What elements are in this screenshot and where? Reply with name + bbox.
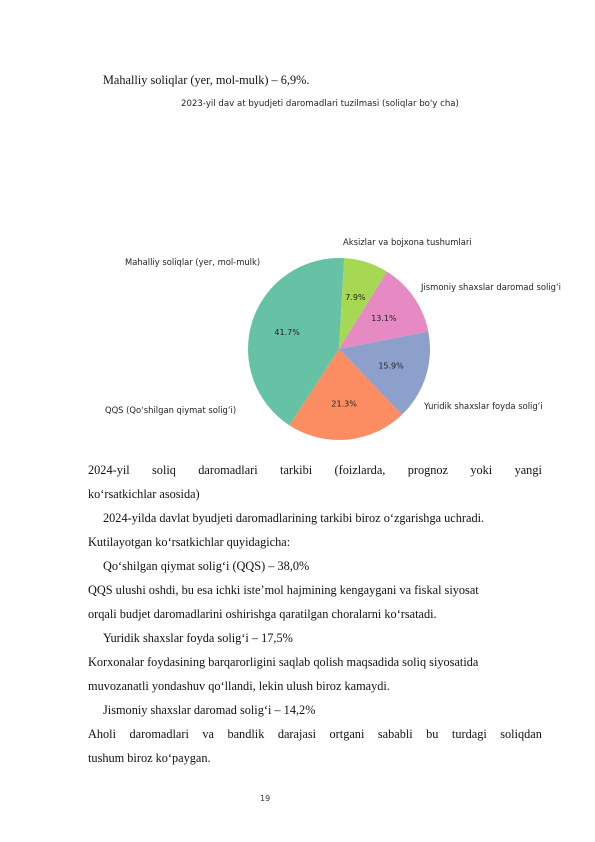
slice-category-label: Mahalliy soliqlar (yer, mol-mulk)	[125, 257, 261, 267]
item2-heading: Yuridik shaxslar foyda solig‘i – 17,5%	[103, 631, 293, 645]
para1-line1-word: tarkibi	[280, 463, 313, 477]
chart-title: 2023-yil dav at byudjeti daromadlari tuzilmasi (soliqlar bo'y cha)	[181, 99, 459, 109]
para1-line1	[88, 462, 542, 478]
para1-line1-word: yangi	[514, 463, 542, 477]
page-number: 19	[260, 794, 271, 803]
item3-text-line1-word: sababli	[377, 727, 413, 741]
item1-text-line1: QQS ulushi oshdi, bu esa ichki iste’mol hajmining kengaygani va fiskal siyosat	[88, 583, 479, 597]
slice-category-label: Aksizlar va bojxona tushumlari	[343, 237, 472, 247]
para1-line1-word: 2024-yil	[88, 463, 130, 477]
item3-text-line2: tushum biroz ko‘paygan.	[88, 751, 211, 765]
item3-text-line1-word: bandlik	[227, 727, 265, 741]
slice-category-label: Jismoniy shaxslar daromad solig‘i	[421, 282, 561, 292]
item3-text-line1-word: darajasi	[277, 727, 317, 741]
para1-line1-word: yoki	[470, 463, 493, 477]
para3: Kutilayotgan ko‘rsatkichlar quyidagicha:	[88, 535, 291, 549]
para1-line1-word: soliq	[152, 463, 176, 477]
item1-heading: Qo‘shilgan qiymat solig‘i (QQS) – 38,0%	[103, 559, 310, 573]
item3-text-line1-word: ortgani	[329, 727, 365, 741]
item2-text-line2: muvozanatli yondashuv qo‘llandi, lekin ulush biroz kamaydi.	[88, 679, 390, 693]
para1-line1-word: prognoz	[407, 463, 449, 477]
slice-value-label: 7.9%	[345, 292, 366, 302]
para2: 2024-yilda davlat byudjeti daromadlarining tarkibi biroz o‘zgarishga uchradi.	[103, 511, 485, 525]
para1-line1-word: daromadlari	[198, 463, 258, 477]
item3-text-line1-word: soliqdan	[500, 727, 542, 741]
item3-text-line1-word: turdagi	[451, 727, 487, 741]
top-line: Mahalliy soliqlar (yer, mol-mulk) – 6,9%.	[103, 73, 310, 87]
slice-category-label: Yuridik shaxslar foyda solig‘i	[424, 401, 543, 411]
slice-category-label: QQS (Qo‘shilgan qiymat solig‘i)	[105, 405, 237, 415]
item3-text-line1-word: bu	[426, 727, 439, 741]
item3-text-line1-word: va	[202, 727, 214, 741]
slice-value-label: 13.1%	[371, 313, 397, 323]
para1-line1-word: (foizlarda,	[334, 463, 386, 477]
item1-text-line2: orqali budjet daromadlarini oshirishga qaratilgan choralarni ko‘rsatadi.	[88, 607, 437, 621]
item3-text-line1-word: Aholi	[88, 727, 117, 741]
slice-value-label: 41.7%	[274, 328, 300, 338]
item3-heading: Jismoniy shaxslar daromad solig‘i – 14,2%	[103, 703, 316, 717]
slice-value-label: 15.9%	[378, 361, 404, 371]
para1-line2: ko‘rsatkichlar asosida)	[88, 487, 200, 501]
item2-text-line1: Korxonalar foydasining barqarorligini saqlab qolish maqsadida soliq siyosatida	[88, 655, 479, 669]
slice-value-label: 21.3%	[331, 399, 357, 409]
item3-text-line1	[88, 726, 542, 742]
item3-text-line1-word: daromadlari	[129, 727, 189, 741]
